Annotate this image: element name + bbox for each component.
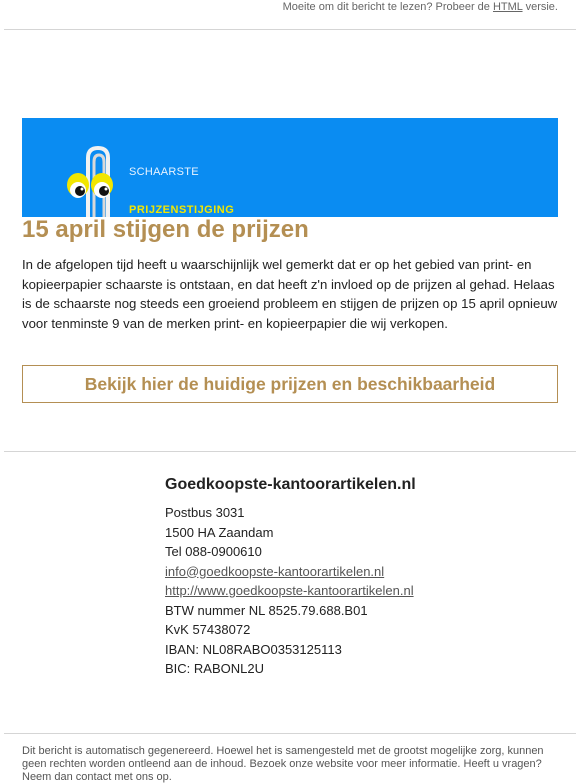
address-line-1: Postbus 3031 (165, 505, 245, 520)
middle-divider (4, 451, 576, 452)
preheader (283, 0, 558, 14)
article-body: In de afgelopen tijd heeft u waarschijnlijk wel gemerkt dat er op het gebied van print- en kopieerpapier schaarste is ontstaan, en dat heeft z'n invloed op de prijzen al gehad. Helaas is de schaarste nog steeds een groeiend probleem en stijgen de prijzen op 15 april opnieuw voor tenminste 9 van de merken print- en kopieerpapier die wij verkopen. (22, 257, 558, 331)
address-line-2: 1500 HA Zaandam (165, 524, 274, 540)
company-info (165, 475, 416, 679)
footer-divider (4, 733, 576, 734)
email-link[interactable]: info@goedkoopste-kantoorartikelen.nl (165, 563, 385, 579)
btw-number: BTW nummer NL 8525.79.688.B01 (165, 602, 368, 618)
html-version-link[interactable]: HTML (492, 1, 523, 13)
kvk-number: KvK 57438072 (165, 622, 251, 637)
banner-label-schaarste: SCHAARSTE (129, 166, 199, 178)
phone-number: Tel 088-0900610 (165, 544, 262, 559)
banner-label-prijzenstijging: PRIJZENSTIJGING (129, 204, 235, 216)
website-link[interactable]: http://www.goedkoopste-kantoorartikelen.nl (165, 583, 414, 598)
article-title: 15 april stijgen de prijzen (22, 216, 309, 243)
iban-number: IBAN: NL08RABO0353125113 (165, 641, 342, 657)
bic-code: BIC: RABONL2U (165, 661, 264, 676)
hero-banner (22, 118, 558, 217)
top-divider (4, 29, 576, 30)
footer-disclaimer: Dit bericht is automatisch gegenereerd. Hoewel het is samengesteld met de grootst mogelijke zorg, kunnen geen rechten worden ontleend aan de inhoud. Bezoek onze website voor meer informatie. Heeft u vragen? Neem dan contact met ons op. (22, 745, 544, 783)
view-prices-button[interactable]: Bekijk hier de huidige prijzen en beschikbaarheid (22, 365, 558, 403)
company-name: Goedkoopste-kantoorartikelen.nl (165, 476, 416, 493)
preheader-text: Moeite om dit bericht te lezen? Probeer de (282, 1, 493, 13)
preheader-text-end: versie. (522, 1, 558, 13)
